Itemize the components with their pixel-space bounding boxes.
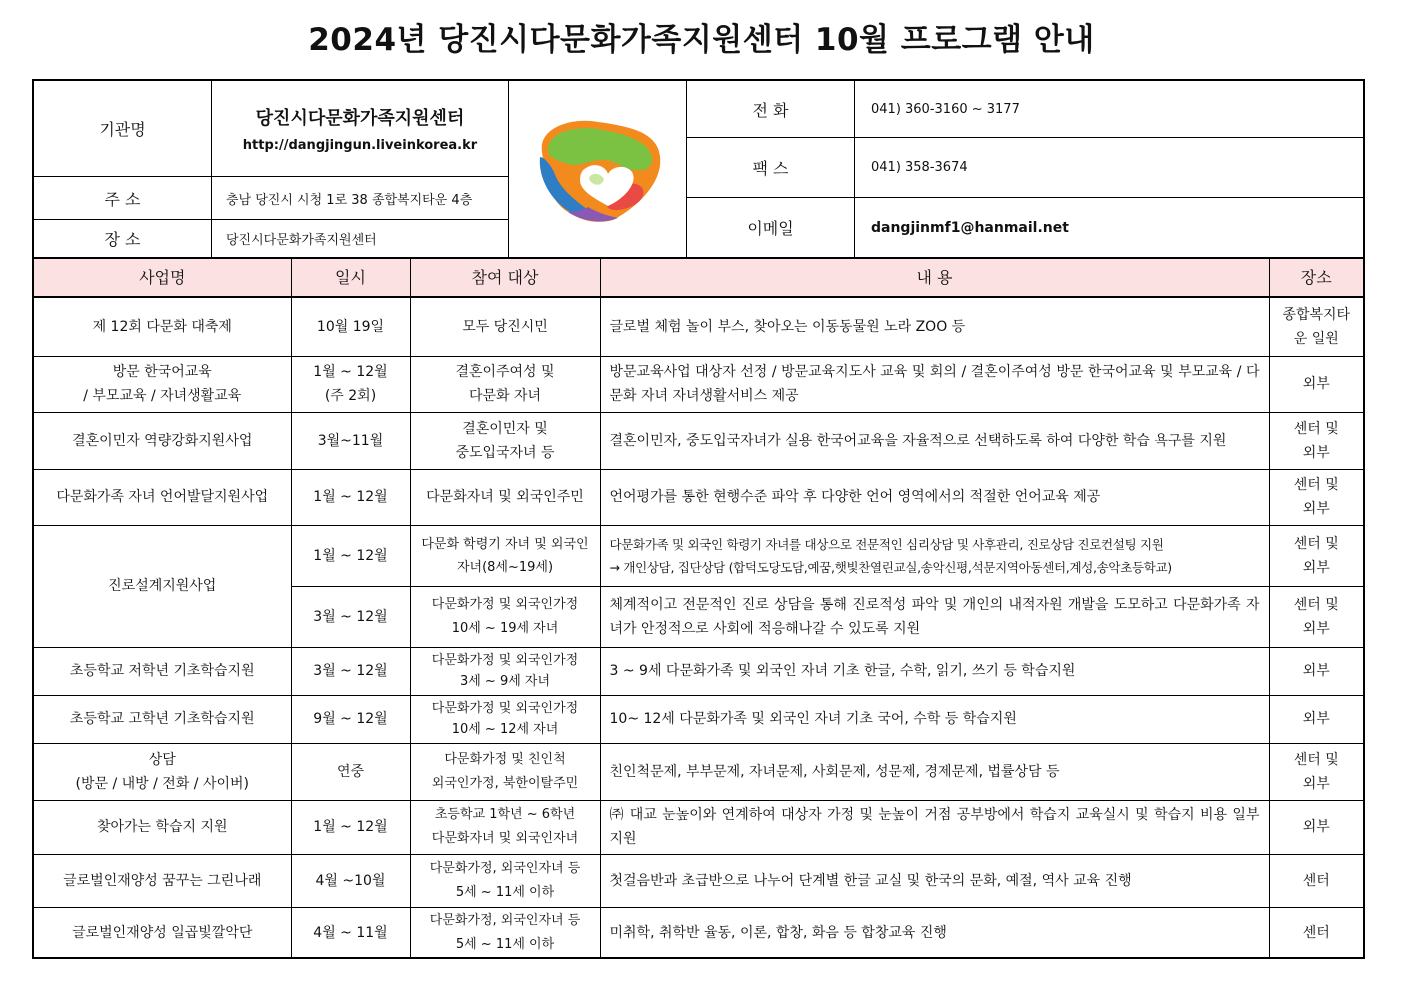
phone-label: 전 화 [686, 81, 854, 138]
program-name: 상담 (방문 / 내방 / 전화 / 사이버) [34, 743, 291, 800]
org-info [34, 81, 1363, 257]
table-row [34, 412, 1363, 469]
program-target: 다문화 학령기 자녀 및 외국인 자녀(8세~19세) [410, 525, 600, 586]
table-row [34, 695, 1363, 743]
program-sheet [32, 79, 1365, 959]
table-row [34, 297, 1363, 356]
program-place: 센터 [1269, 854, 1363, 907]
program-date: 1월 ~ 12월 [291, 800, 410, 854]
phone-value: 041) 360-3160 ~ 3177 [854, 81, 1363, 138]
program-place: 외부 [1269, 356, 1363, 412]
program-name: 글로벌인재양성 일곱빛깔악단 [34, 907, 291, 959]
table-row [34, 743, 1363, 800]
program-content: 다문화가족 및 외국인 학령기 자녀를 대상으로 전문적인 심리상담 및 사후관리, 진로상담 진로컨설팅 지원 → 개인상담, 집단상담 (합덕도당도담,예꿈,햇빛찬열린교실,송악신평,석문지역아동센터,계성,송악초등학교) [600, 525, 1269, 586]
org-name-block [211, 81, 508, 177]
program-content: ㈜ 대교 눈높이와 연계하여 대상자 가정 및 눈높이 거점 공부방에서 학습지 교육실시 및 학습지 비용 일부 지원 [600, 800, 1269, 854]
program-target: 초등학교 1학년 ~ 6학년 다문화자녀 및 외국인자녀 [410, 800, 600, 854]
program-content: 미취학, 취학반 율동, 이론, 합창, 화음 등 합창교육 진행 [600, 907, 1269, 959]
org-label: 기관명 [34, 81, 211, 177]
program-target: 다문화가정 및 외국인가정 10세 ~ 19세 자녀 [410, 586, 600, 647]
table-row [34, 356, 1363, 412]
program-content: 첫걸음반과 초급반으로 나누어 단계별 한글 교실 및 한국의 문화, 예절, 역사 교육 진행 [600, 854, 1269, 907]
program-table [34, 257, 1363, 959]
address-value: 충남 당진시 시청 1로 38 종합복지타운 4층 [211, 177, 508, 220]
program-place: 센터 및 외부 [1269, 469, 1363, 525]
program-name: 방문 한국어교육 / 부모교육 / 자녀생활교육 [34, 356, 291, 412]
email-value[interactable]: dangjinmf1@hanmail.net [854, 198, 1363, 257]
page-title: 2024년 당진시다문화가족지원센터 10월 프로그램 안내 [308, 22, 1095, 58]
program-date: 1월 ~ 12월 [291, 469, 410, 525]
org-url[interactable]: http://dangjingun.liveinkorea.kr [242, 138, 478, 153]
program-target: 다문화자녀 및 외국인주민 [410, 469, 600, 525]
program-name: 초등학교 고학년 기초학습지원 [34, 695, 291, 743]
program-date: 4월 ~10월 [291, 854, 410, 907]
program-name: 진로설계지원사업 [34, 525, 291, 647]
program-target: 다문화가정 및 친인척 외국인가정, 북한이탈주민 [410, 743, 600, 800]
program-target: 다문화가정, 외국인자녀 등 5세 ~ 11세 이하 [410, 854, 600, 907]
fax-label: 팩 스 [686, 138, 854, 198]
program-content: 글로벌 체험 놀이 부스, 찾아오는 이동동물원 노라 ZOO 등 [600, 297, 1269, 356]
logo-cell [508, 81, 686, 257]
program-target: 다문화가정 및 외국인가정 10세 ~ 12세 자녀 [410, 695, 600, 743]
program-place: 센터 및 외부 [1269, 743, 1363, 800]
table-row [34, 525, 1363, 586]
program-name: 초등학교 저학년 기초학습지원 [34, 647, 291, 695]
program-date: 10월 19일 [291, 297, 410, 356]
program-place: 센터 [1269, 907, 1363, 959]
org-name: 당진시다문화가족지원센터 [255, 108, 465, 129]
program-date: 연중 [291, 743, 410, 800]
program-content: 체계적이고 전문적인 진로 상담을 통해 진로적성 파악 및 개인의 내적자원 개발을 도모하고 다문화가족 자녀가 안정적으로 사회에 적응해나갈 수 있도록 지원 [600, 586, 1269, 647]
table-row [34, 907, 1363, 959]
header-place: 장소 [1269, 258, 1363, 297]
table-row [34, 854, 1363, 907]
program-place: 센터 및 외부 [1269, 586, 1363, 647]
program-content: 결혼이민자, 중도입국자녀가 실용 한국어교육을 자율적으로 선택하도록 하여 다양한 학습 욕구를 지원 [600, 412, 1269, 469]
program-name: 찾아가는 학습지 지원 [34, 800, 291, 854]
program-content: 10~ 12세 다문화가족 및 외국인 자녀 기초 국어, 수학 등 학습지원 [600, 695, 1269, 743]
table-header-row [34, 258, 1363, 297]
address-label: 주 소 [34, 177, 211, 220]
program-name: 결혼이민자 역량강화지원사업 [34, 412, 291, 469]
program-place: 센터 및 외부 [1269, 525, 1363, 586]
program-place: 외부 [1269, 647, 1363, 695]
header-content: 내 용 [600, 258, 1269, 297]
header-target: 참여 대상 [410, 258, 600, 297]
heart-logo-icon [528, 112, 668, 227]
header-date: 일시 [291, 258, 410, 297]
program-place: 센터 및 외부 [1269, 412, 1363, 469]
email-label: 이메일 [686, 198, 854, 257]
table-row [34, 469, 1363, 525]
header-program: 사업명 [34, 258, 291, 297]
program-content: 3 ~ 9세 다문화가족 및 외국인 자녀 기초 한글, 수학, 읽기, 쓰기 등 학습지원 [600, 647, 1269, 695]
table-row [34, 800, 1363, 854]
program-target: 결혼이주여성 및 다문화 자녀 [410, 356, 600, 412]
fax-value: 041) 358-3674 [854, 138, 1363, 198]
program-place: 외부 [1269, 800, 1363, 854]
program-place: 외부 [1269, 695, 1363, 743]
program-name: 제 12회 다문화 대축제 [34, 297, 291, 356]
program-content: 방문교육사업 대상자 선정 / 방문교육지도사 교육 및 회의 / 결혼이주여성 방문 한국어교육 및 부모교육 / 다문화 자녀 자녀생활서비스 제공 [600, 356, 1269, 412]
place-value: 당진시다문화가족지원센터 [211, 220, 508, 257]
program-date: 1월 ~ 12월 (주 2회) [291, 356, 410, 412]
program-name: 글로벌인재양성 꿈꾸는 그린나래 [34, 854, 291, 907]
program-date: 3월 ~ 12월 [291, 647, 410, 695]
table-row [34, 647, 1363, 695]
program-place: 종합복지타 운 일원 [1269, 297, 1363, 356]
place-label: 장 소 [104, 230, 141, 249]
program-name: 다문화가족 자녀 언어발달지원사업 [34, 469, 291, 525]
program-target: 다문화가정 및 외국인가정 3세 ~ 9세 자녀 [410, 647, 600, 695]
program-content: 친인척문제, 부부문제, 자녀문제, 사회문제, 성문제, 경제문제, 법률상담 등 [600, 743, 1269, 800]
program-date: 3월~11월 [291, 412, 410, 469]
program-target: 결혼이민자 및 중도입국자녀 등 [410, 412, 600, 469]
program-date: 4월 ~ 11월 [291, 907, 410, 959]
program-date: 9월 ~ 12월 [291, 695, 410, 743]
program-target: 다문화가정, 외국인자녀 등 5세 ~ 11세 이하 [410, 907, 600, 959]
program-content: 언어평가를 통한 현행수준 파악 후 다양한 언어 영역에서의 적절한 언어교육 제공 [600, 469, 1269, 525]
program-date: 3월 ~ 12월 [291, 586, 410, 647]
program-date: 1월 ~ 12월 [291, 525, 410, 586]
program-target: 모두 당진시민 [410, 297, 600, 356]
